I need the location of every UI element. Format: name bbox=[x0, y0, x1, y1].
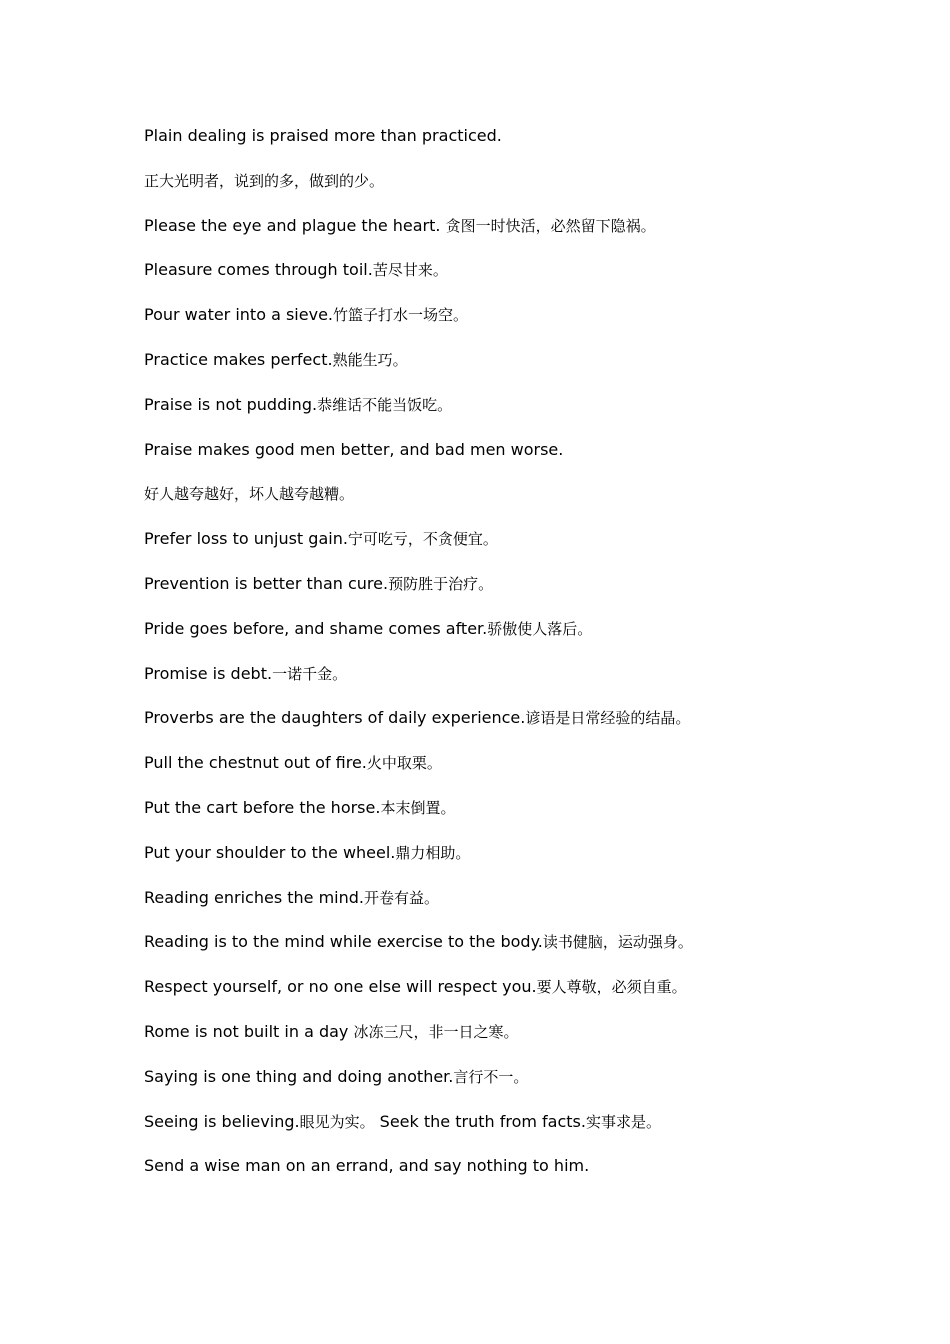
english-text: Reading is to the mind while exercise to the body. bbox=[144, 932, 543, 952]
chinese-text: 恭维话不能当饭吃。 bbox=[317, 395, 453, 414]
chinese-text: 眼见为实。 bbox=[299, 1112, 375, 1131]
english-text: Pour water into a sieve. bbox=[144, 305, 333, 325]
proverb-line bbox=[144, 1110, 844, 1155]
chinese-text: 好人越夸越好，坏人越夸越糟。 bbox=[144, 485, 355, 504]
proverb-line bbox=[144, 169, 844, 214]
proverb-line bbox=[144, 975, 844, 1020]
proverb-line bbox=[144, 751, 844, 796]
proverb-line bbox=[144, 258, 844, 303]
english-text: Reading enriches the mind. bbox=[144, 887, 364, 907]
proverb-line bbox=[144, 1154, 844, 1199]
english-text: Proverbs are the daughters of daily experience. bbox=[144, 708, 526, 728]
chinese-text: 冰冻三尺，非一日之寒。 bbox=[353, 1022, 519, 1041]
chinese-text: 骄傲使人落后。 bbox=[487, 619, 593, 638]
chinese-text: 开卷有益。 bbox=[364, 888, 440, 907]
chinese-text: 贪图一时快活，必然留下隐祸。 bbox=[445, 216, 656, 235]
chinese-text: 要人尊敬，必须自重。 bbox=[536, 978, 687, 997]
english-text: Rome is not built in a day bbox=[144, 1021, 354, 1041]
chinese-text: 本末倒置。 bbox=[380, 798, 456, 817]
english-text: Praise makes good men better, and bad men worse. bbox=[144, 439, 564, 459]
english-text: Seek the truth from facts. bbox=[374, 1111, 586, 1131]
proverb-line bbox=[144, 482, 844, 527]
proverb-line bbox=[144, 886, 844, 931]
english-text: Seeing is believing. bbox=[144, 1111, 300, 1131]
chinese-text: 鼎力相助。 bbox=[395, 843, 471, 862]
chinese-text: 言行不一。 bbox=[453, 1067, 529, 1086]
proverb-line bbox=[144, 662, 844, 707]
english-text: Prevention is better than cure. bbox=[144, 573, 389, 593]
proverb-line bbox=[144, 303, 844, 348]
english-text: Plain dealing is praised more than practiced. bbox=[144, 126, 502, 145]
english-text: Praise is not pudding. bbox=[144, 394, 318, 414]
english-text: Pull the chestnut out of fire. bbox=[144, 753, 367, 773]
chinese-text: 正大光明者，说到的多，做到的少。 bbox=[144, 171, 385, 190]
chinese-text: 火中取栗。 bbox=[366, 754, 442, 773]
chinese-text: 预防胜于治疗。 bbox=[388, 574, 494, 593]
english-text: Practice makes perfect. bbox=[144, 349, 333, 369]
proverb-line bbox=[144, 124, 844, 169]
proverb-line bbox=[144, 1065, 844, 1110]
english-text: Prefer loss to unjust gain. bbox=[144, 529, 348, 549]
english-text: Please the eye and plague the heart. bbox=[144, 215, 446, 235]
proverb-line bbox=[144, 706, 844, 751]
proverb-line bbox=[144, 617, 844, 662]
proverb-line bbox=[144, 841, 844, 886]
english-text: Put your shoulder to the wheel. bbox=[144, 842, 396, 862]
proverb-line bbox=[144, 214, 844, 259]
chinese-text: 谚语是日常经验的结晶。 bbox=[525, 709, 691, 728]
proverb-line bbox=[144, 572, 844, 617]
chinese-text: 一诺千金。 bbox=[272, 664, 348, 683]
proverb-line bbox=[144, 438, 844, 483]
chinese-text: 实事求是。 bbox=[585, 1112, 661, 1131]
english-text: Saying is one thing and doing another. bbox=[144, 1066, 454, 1086]
proverb-list bbox=[144, 124, 844, 1199]
chinese-text: 竹篮子打水一场空。 bbox=[333, 306, 469, 325]
chinese-text: 读书健脑，运动强身。 bbox=[542, 933, 693, 952]
proverb-line bbox=[144, 796, 844, 841]
english-text: Pride goes before, and shame comes after. bbox=[144, 618, 488, 638]
english-text: Put the cart before the horse. bbox=[144, 797, 381, 817]
proverb-line bbox=[144, 348, 844, 393]
chinese-text: 熟能生巧。 bbox=[332, 350, 408, 369]
english-text: Promise is debt. bbox=[144, 663, 273, 683]
proverb-line bbox=[144, 1020, 844, 1065]
chinese-text: 宁可吃亏，不贪便宜。 bbox=[347, 530, 498, 549]
proverb-line bbox=[144, 393, 844, 438]
english-text: Pleasure comes through toil. bbox=[144, 260, 373, 280]
proverb-line bbox=[144, 930, 844, 975]
proverb-line bbox=[144, 527, 844, 572]
chinese-text: 苦尽甘来。 bbox=[372, 261, 448, 280]
english-text: Respect yourself, or no one else will respect you. bbox=[144, 977, 537, 997]
english-text: Send a wise man on an errand, and say nothing to him. bbox=[144, 1156, 590, 1176]
